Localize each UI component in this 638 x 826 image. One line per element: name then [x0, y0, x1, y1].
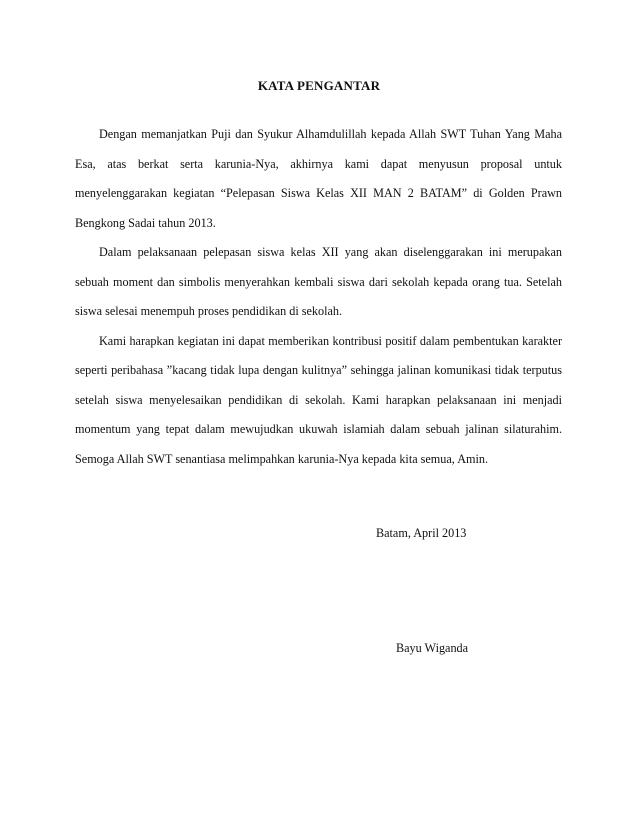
paragraph-intro: Dengan memanjatkan Puji dan Syukur Alhamdulillah kepada Allah SWT Tuhan Yang Maha Esa, atas berkat serta karunia-Nya, akhirnya kami dapat menyusun proposal untuk menyelenggarakan kegiatan “Pelepasan Siswa Kelas XII MAN 2 BATAM” di Golden Prawn Bengkong Sadai tahun 2013. — [75, 127, 562, 230]
document-body — [75, 120, 562, 474]
signer-name: Bayu Wiganda — [396, 641, 469, 655]
page-title: KATA PENGANTAR — [257, 78, 381, 93]
place-date: Batam, April 2013 — [376, 526, 467, 540]
paragraph-hope: Kami harapkan kegiatan ini dapat memberikan kontribusi positif dalam pembentukan karakter seperti peribahasa ”kacang tidak lupa dengan kulitnya” sehingga jalinan komunikasi tidak terputus setelah siswa menyelesaikan pendidikan di sekolah. Kami harapkan pelaksanaan ini menjadi momentum yang tepat dalam mewujudkan ukuwah islamiah dalam sebuah jalinan silaturahim. Semoga Allah SWT senantiasa melimpahkan karunia-Nya kepada kita semua, Amin. — [75, 333, 562, 466]
paragraph-implementation: Dalam pelaksanaan pelepasan siswa kelas XII yang akan diselenggarakan ini merupakan sebuah moment dan simbolis menyerahkan kembali siswa dari sekolah kepada orang tua. Setelah siswa selesai menempuh proses pendidikan di sekolah. — [75, 245, 562, 318]
